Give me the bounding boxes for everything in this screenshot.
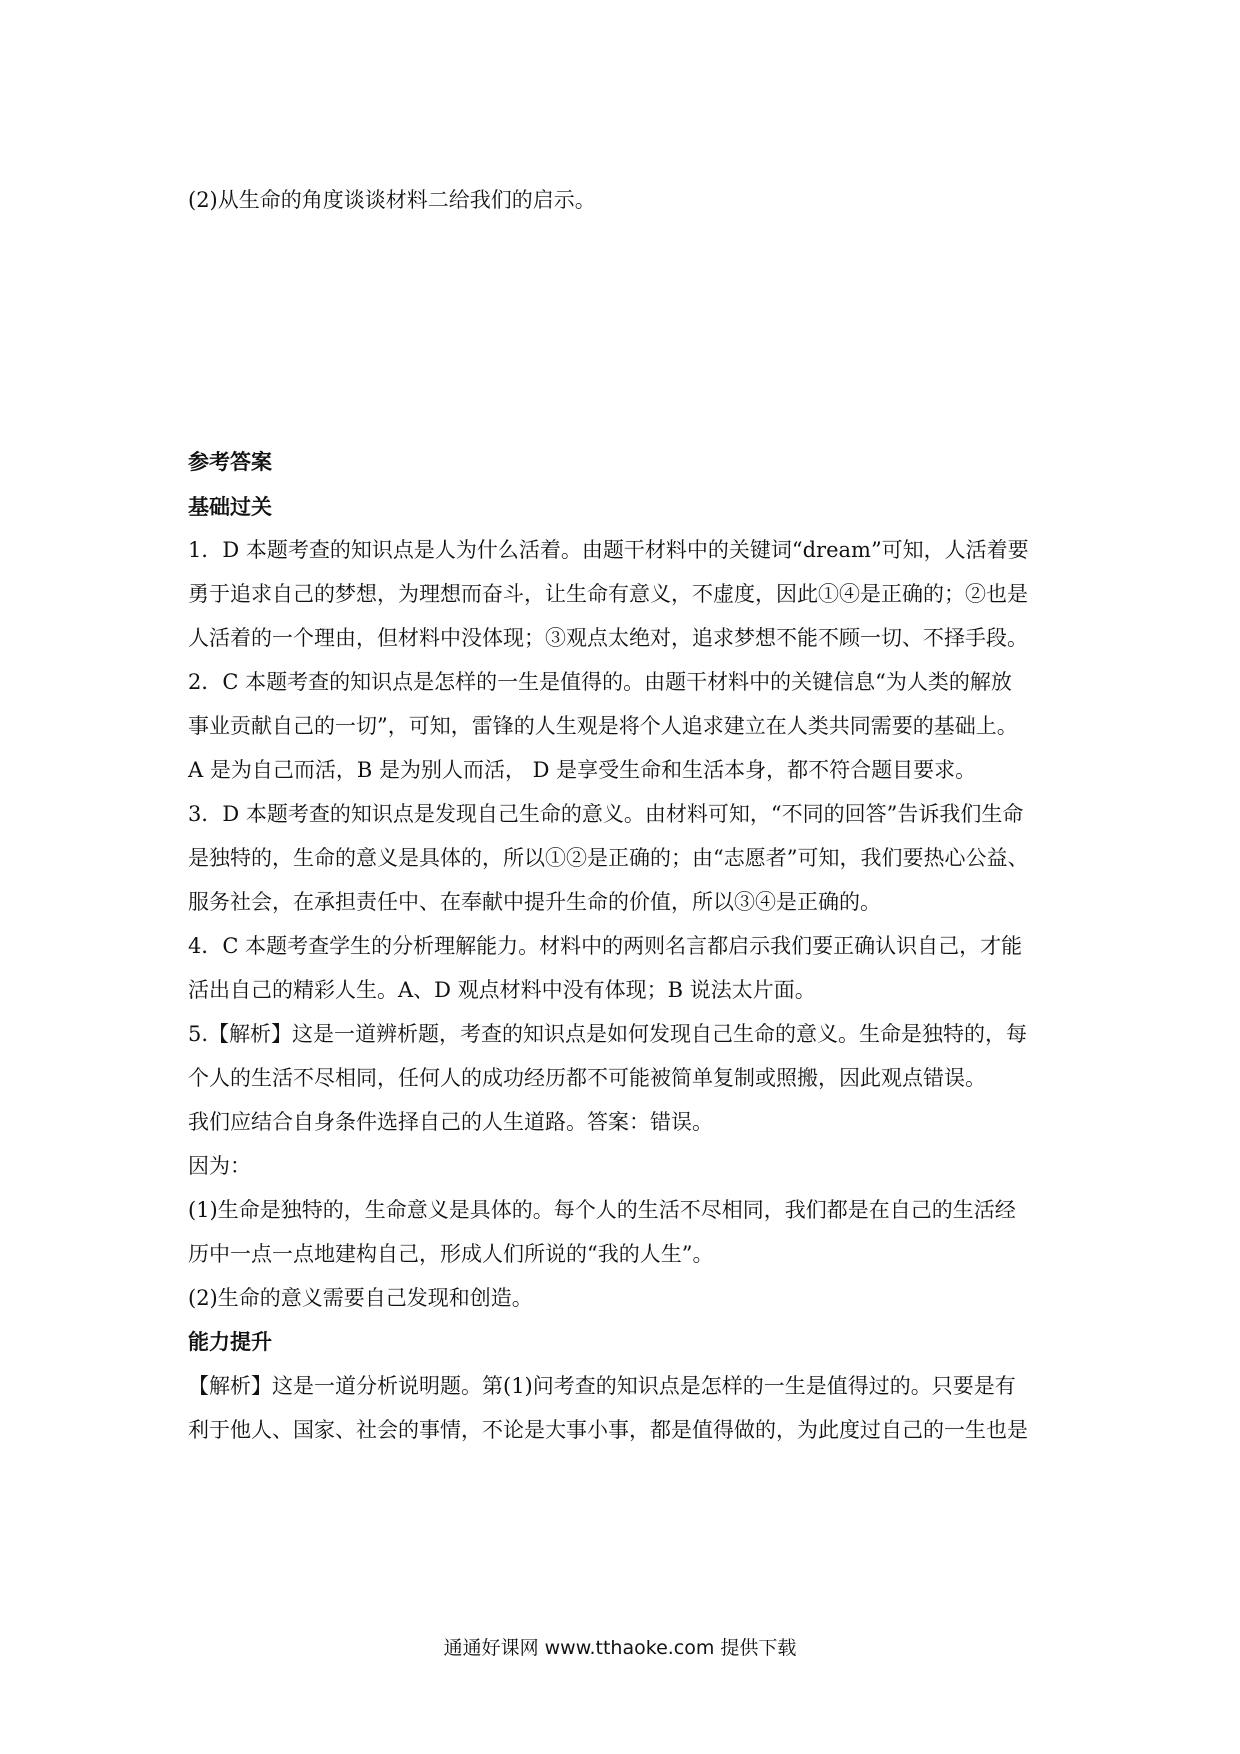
page-footer: 通通好课网 www.tthaoke.com 提供下载 — [443, 1637, 797, 1659]
answer-line: 是独特的，生命的意义是具体的，所以①②是正确的；由“志愿者”可知，我们要热心公益、 — [188, 846, 1029, 870]
answer-line: 活出自己的精彩人生。A、D 观点材料中没有体现；B 说法太片面。 — [188, 978, 816, 1002]
section-advanced-title: 能力提升 — [188, 1330, 272, 1354]
answer-line: 利于他人、国家、社会的事情，不论是大事小事，都是值得做的，为此度过自己的一生也是 — [188, 1418, 1028, 1442]
answer-line: 个人的生活不尽相同，任何人的成功经历都不可能被简单复制或照搬，因此观点错误。 — [188, 1066, 986, 1090]
answer-line: 服务社会，在承担责任中、在奉献中提升生命的价值，所以③④是正确的。 — [188, 890, 881, 914]
question-part-2: (2)从生命的角度谈谈材料二给我们的启示。 — [188, 188, 596, 212]
answer-line: 5.【解析】这是一道辨析题，考查的知识点是如何发现自己生命的意义。生命是独特的，每 — [188, 1022, 1028, 1046]
answer-line: 【解析】这是一道分析说明题。第(1)问考查的知识点是怎样的一生是值得过的。只要是有 — [188, 1374, 1016, 1398]
answer-line: (2)生命的意义需要自己发现和创造。 — [188, 1286, 533, 1310]
answer-line: 2．C 本题考查的知识点是怎样的一生是值得的。由题干材料中的关键信息“为人类的解放 — [188, 670, 1012, 694]
answer-line: 勇于追求自己的梦想，为理想而奋斗，让生命有意义，不虚度，因此①④是正确的；②也是 — [188, 582, 1028, 606]
answer-line: (1)生命是独特的，生命意义是具体的。每个人的生活不尽相同，我们都是在自己的生活经 — [188, 1198, 1016, 1222]
section-basic-title: 基础过关 — [188, 495, 272, 519]
answer-line: 3．D 本题考查的知识点是发现自己生命的意义。由材料可知，“不同的回答”告诉我们生命 — [188, 802, 1024, 826]
answer-line: A 是为自己而活，B 是为别人而活， D 是享受生命和生活本身，都不符合题目要求。 — [188, 758, 977, 782]
answer-line: 历中一点一点地建构自己，形成人们所说的“我的人生”。 — [188, 1242, 714, 1266]
answers-title: 参考答案 — [188, 450, 272, 474]
answer-line: 1．D 本题考查的知识点是人为什么活着。由题干材料中的关键词“dream”可知，人活着要 — [188, 538, 1029, 562]
answer-line: 因为： — [188, 1154, 251, 1178]
answer-line: 我们应结合自身条件选择自己的人生道路。答案：错误。 — [188, 1110, 713, 1134]
answer-line: 4．C 本题考查学生的分析理解能力。材料中的两则名言都启示我们要正确认识自己，才能 — [188, 934, 1023, 958]
answer-line: 事业贡献自己的一切”，可知，雷锋的人生观是将个人追求建立在人类共同需要的基础上。 — [188, 714, 1018, 738]
answer-line: 人活着的一个理由，但材料中没体现；③观点太绝对，追求梦想不能不顾一切、不择手段。 — [188, 626, 1028, 650]
